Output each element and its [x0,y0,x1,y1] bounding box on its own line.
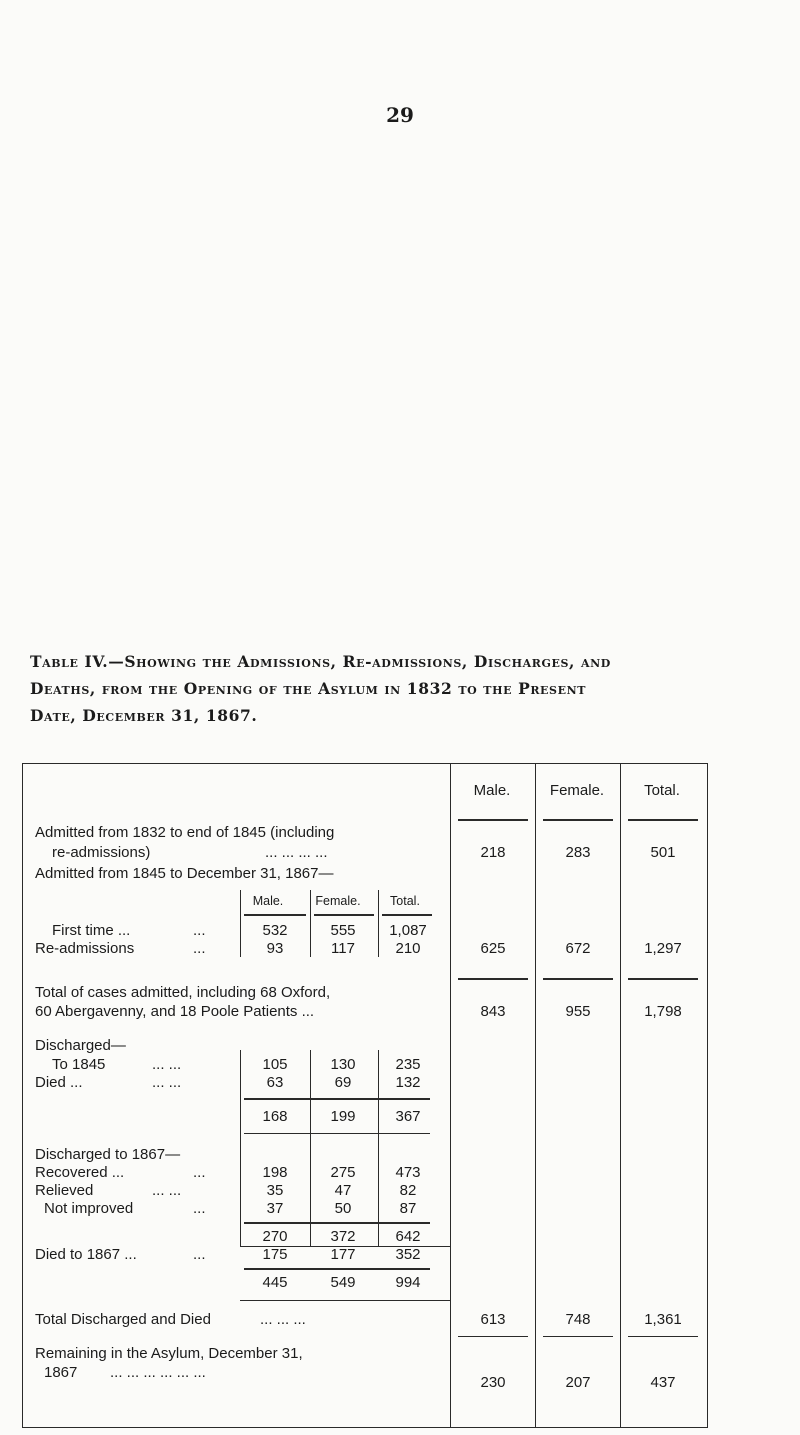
row-to-1845-label: To 1845 [52,1056,106,1073]
subtotal1-rule [244,1098,430,1100]
cell-subtotal1-male: 168 [262,1108,288,1125]
subtotal2-rule [244,1222,430,1224]
section-discharged-1867-heading: Discharged to 1867— [35,1146,181,1163]
cell-total-admitted-male: 843 [480,1003,506,1020]
cell-subtotal3-total: 994 [395,1274,421,1291]
cell-total-discharged-male: 613 [480,1311,506,1328]
cell-first-time-total: 1,087 [389,922,427,939]
cell-total-admitted-total: 1,798 [644,1003,682,1020]
subheader-total: Total. [390,894,420,908]
subheader-male: Male. [252,894,284,908]
table-top-border [22,763,708,764]
cell-admitted-1845-male: 625 [480,940,506,957]
cell-total-admitted-female: 955 [565,1003,591,1020]
row-died-1867-label: Died to 1867 ... [35,1246,137,1263]
cell-recovered-total: 473 [395,1164,421,1181]
sub-underline-total [382,914,432,916]
rule-admitted-total [628,978,698,980]
cell-not-improved-male: 37 [266,1200,284,1217]
cell-subtotal3-male: 445 [262,1274,288,1291]
page-number: 29 [386,103,414,127]
cell-admitted-1832-total: 501 [650,844,676,861]
rule-total-discharged [240,1300,450,1301]
cell-admitted-1832-male: 218 [480,844,506,861]
row-not-improved-dots: ... [193,1200,206,1217]
row-remaining-dots: ... ... ... ... ... ... [110,1364,206,1381]
col-divider-2 [535,763,536,1427]
row-readmissions-label: Re-admissions [35,940,135,957]
cell-admitted-1845-total: 1,297 [644,940,682,957]
row-first-time-label: First time ... [52,922,131,939]
row-first-time-dots: ... [193,922,206,939]
row-to-1845-dots: ... ... [152,1056,182,1073]
row-died-label: Died ... [35,1074,83,1091]
cell-recovered-male: 198 [262,1164,288,1181]
cell-subtotal1-total: 367 [395,1108,421,1125]
cell-first-time-male: 532 [262,922,288,939]
cell-to-1845-total: 235 [395,1056,421,1073]
row-relieved-label: Relieved [35,1182,94,1199]
row-total-discharged-dots: ... ... ... [260,1311,306,1328]
sub-underline-male [244,914,306,916]
cell-admitted-1845-female: 672 [565,940,591,957]
cell-died-total: 132 [395,1074,421,1091]
cell-relieved-female: 47 [334,1182,352,1199]
row-admitted-1832-label: Admitted from 1832 to end of 1845 (including [35,824,335,841]
col-divider-1 [450,763,451,1427]
cell-readmissions-total: 210 [395,940,421,957]
caption-line-3: Date, December 31, 1867. [30,706,258,725]
cell-to-1845-male: 105 [262,1056,288,1073]
cell-subtotal1-female: 199 [330,1108,356,1125]
rule-admitted-male [458,978,528,980]
rule-remaining-male [458,1336,528,1337]
cell-recovered-female: 275 [330,1164,356,1181]
cell-relieved-male: 35 [266,1182,284,1199]
cell-first-time-female: 555 [330,922,356,939]
cell-remaining-total: 437 [650,1374,676,1391]
table-bottom-border [22,1427,708,1428]
section-discharged-heading: Discharged— [35,1037,126,1054]
cell-readmissions-female: 117 [331,940,355,957]
rule-admitted-female [543,978,613,980]
cell-admitted-1832-female: 283 [565,844,591,861]
header-underline-female [543,819,613,821]
cell-relieved-total: 82 [399,1182,417,1199]
row-not-improved-label: Not improved [44,1200,134,1217]
header-underline-total [628,819,698,821]
row-remaining-label: Remaining in the Asylum, December 31, [35,1345,303,1362]
cell-died-1867-total: 352 [395,1246,421,1263]
row-died-dots: ... ... [152,1074,182,1091]
cell-remaining-female: 207 [565,1374,591,1391]
cell-readmissions-male: 93 [266,940,284,957]
row-recovered-label: Recovered ... [35,1164,125,1181]
cell-died-1867-male: 175 [262,1246,288,1263]
cell-not-improved-total: 87 [399,1200,417,1217]
table-right-border [707,763,708,1427]
col-divider-3 [620,763,621,1427]
subtotal3-rule [244,1268,430,1270]
cell-total-discharged-total: 1,361 [644,1311,682,1328]
subheader-female: Female. [315,894,361,908]
header-underline-male [458,819,528,821]
cell-subtotal2-total: 642 [395,1228,421,1245]
row-total-discharged-label: Total Discharged and Died [35,1311,211,1328]
sub-vline-1-mid [240,1050,241,1247]
row-admitted-1832-label-2: re-admissions) [52,844,151,861]
table-left-border [22,763,23,1427]
header-total: Total. [644,782,680,799]
sub-vline-2-top [310,890,311,957]
row-recovered-dots: ... [193,1164,206,1181]
cell-not-improved-female: 50 [334,1200,352,1217]
row-admitted-1832-dots: ... ... ... ... [265,844,328,861]
sub-vline-2-mid [310,1050,311,1247]
sub-underline-female [314,914,374,916]
row-admitted-1845-label: Admitted from 1845 to December 31, 1867— [35,865,334,882]
sub-vline-1-top [240,890,241,957]
cell-remaining-male: 230 [480,1374,506,1391]
row-total-admitted-label: Total of cases admitted, including 68 Oxford, [35,984,331,1001]
cell-to-1845-female: 130 [330,1056,356,1073]
row-remaining-label-2: 1867 [44,1364,78,1381]
rule-remaining-female [543,1336,613,1337]
section-1867-rule [244,1133,430,1134]
row-relieved-dots: ... ... [152,1182,182,1199]
cell-subtotal2-female: 372 [330,1228,356,1245]
cell-subtotal3-female: 549 [330,1274,356,1291]
row-total-admitted-label-2: 60 Abergavenny, and 18 Poole Patients ... [35,1003,315,1020]
cell-died-1867-female: 177 [330,1246,356,1263]
cell-died-male: 63 [266,1074,284,1091]
row-readmissions-dots: ... [193,940,206,957]
caption-line-2: Deaths, from the Opening of the Asylum in 1832 to the Present [30,679,587,698]
header-female: Female. [549,782,605,799]
rule-remaining-total [628,1336,698,1337]
caption-line-1: Table IV.—Showing the Admissions, Re-admissions, Discharges, and [30,652,611,671]
cell-died-female: 69 [334,1074,352,1091]
row-died-1867-dots: ... [193,1246,206,1263]
cell-total-discharged-female: 748 [565,1311,591,1328]
header-male: Male. [473,782,511,799]
cell-subtotal2-male: 270 [262,1228,288,1245]
